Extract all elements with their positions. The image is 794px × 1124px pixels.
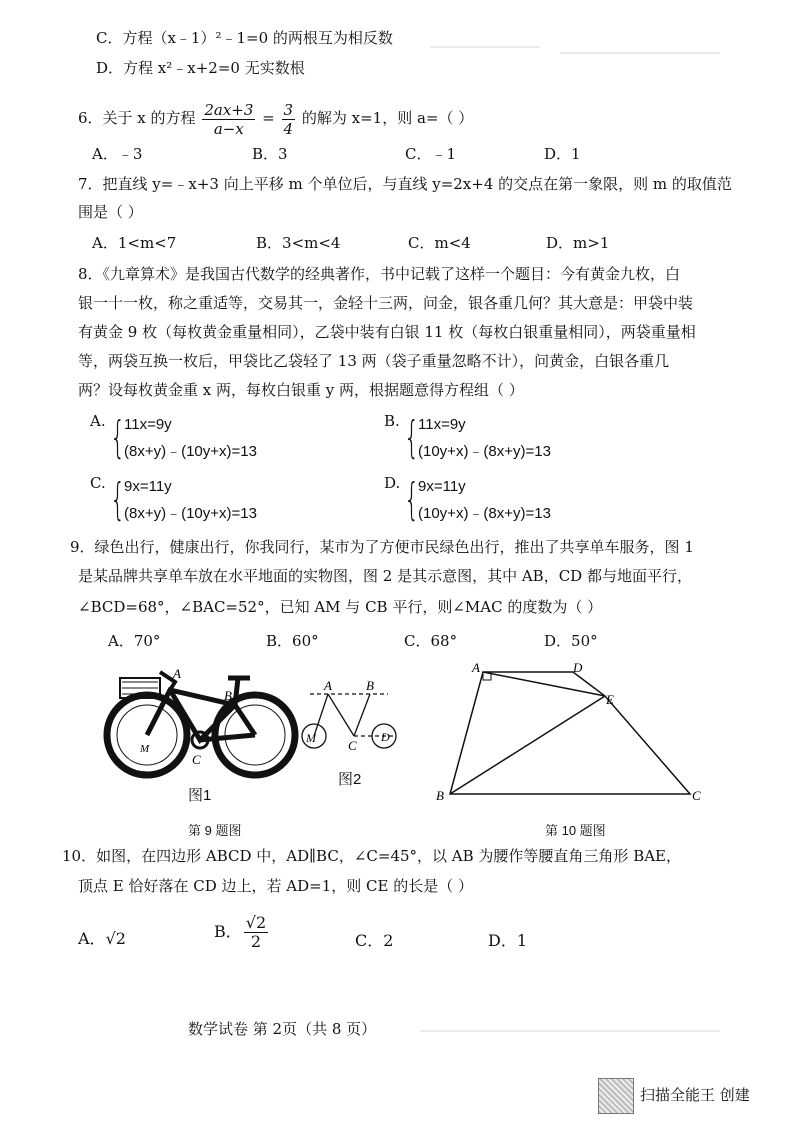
q7-option-b: B．3<m<4 xyxy=(256,234,341,252)
q9-line-2: 是某品牌共享单车放在水平地面的实物图，图 2 是其示意图，其中 AB，CD 都与地面平行， xyxy=(78,567,692,585)
fig1-label-c: C xyxy=(192,752,201,767)
q10-option-b xyxy=(214,914,270,951)
q10-option-b-fraction xyxy=(244,914,268,951)
q6-fraction-2 xyxy=(282,101,296,138)
fig10-label-b: B xyxy=(436,788,444,803)
q8-a-eq2: (8x+y)﹣(10y+x)=13 xyxy=(124,443,257,460)
scanner-watermark: 扫描全能王 创建 xyxy=(640,1086,750,1104)
brace-icon: { xyxy=(110,412,126,463)
q10-option-c: C．2 xyxy=(355,931,394,950)
q6-frac1-numerator: 2ax+3 xyxy=(204,100,254,119)
q8-option-b-label: B. xyxy=(384,412,400,430)
q8-line-4: 等，两袋互换一枚后，甲袋比乙袋轻了 13 两（袋子重量忽略不计），问黄金，白银各重几 xyxy=(78,352,670,370)
scan-noise xyxy=(420,1030,720,1032)
q10-option-a-label: A． xyxy=(78,929,106,948)
scan-noise xyxy=(560,52,720,54)
q7-line-2: 围是（ ） xyxy=(78,203,143,221)
q10-figure-caption: 第 10 题图 xyxy=(545,823,606,838)
fig10-label-d: D xyxy=(573,660,583,675)
q9-figure-caption: 第 9 题图 xyxy=(188,823,242,838)
q6-frac2-numerator: 3 xyxy=(283,100,294,119)
q5-option-c: C．方程（x﹣1）²﹣1=0 的两根互为相反数 xyxy=(96,29,393,47)
fig1-label-b: B xyxy=(224,688,232,703)
q9-option-d: D．50° xyxy=(544,632,598,650)
q7-option-d: D．m>1 xyxy=(546,234,610,252)
q8-d-eq1: 9x=11y xyxy=(418,478,466,495)
q6-prefix: 6．关于 x 的方程 xyxy=(78,109,196,127)
bicycle-schematic-figure xyxy=(296,676,406,756)
q6-equals: = xyxy=(262,109,275,127)
bicycle-photo-figure xyxy=(100,660,300,780)
q8-option-a-label: A. xyxy=(90,412,106,430)
q9-line-1: 9．绿色出行，健康出行，你我同行，某市为了方便市民绿色出行，推出了共享单车服务，图 1 xyxy=(70,538,694,556)
fig1-label-a: A xyxy=(173,666,181,681)
fig1-label-m: M xyxy=(140,743,150,755)
fig10-label-a: A xyxy=(472,660,480,675)
q10-option-a xyxy=(78,926,126,949)
q10-option-a-value: √2 xyxy=(105,929,126,948)
q10-line-1: 10．如图，在四边形 ABCD 中，AD∥BC，∠C=45°，以 AB 为腰作等腰直角三角形 BAE， xyxy=(62,847,681,865)
q7-option-c: C．m<4 xyxy=(408,234,471,252)
q10-option-d: D．1 xyxy=(488,931,528,950)
q10-option-b-numerator: √2 xyxy=(245,913,267,932)
q8-option-d-label: D. xyxy=(384,474,401,492)
q7-option-a: A．1<m<7 xyxy=(92,234,177,252)
question-6 xyxy=(78,98,473,138)
quadrilateral-figure xyxy=(430,660,710,810)
brace-icon: { xyxy=(404,474,420,525)
q9-option-b: B．60° xyxy=(266,632,319,650)
fig2-label-m: M xyxy=(306,731,316,745)
q8-d-eq2: (10y+x)﹣(8x+y)=13 xyxy=(418,505,551,522)
q10-option-b-denominator: 2 xyxy=(250,932,262,951)
page-footer: 数学试卷 第 2页（共 8 页） xyxy=(188,1020,377,1038)
q5-option-d: D．方程 x²﹣x+2=0 无实数根 xyxy=(96,59,305,77)
fig2-label-a: A xyxy=(324,678,332,693)
q6-option-a: A．﹣3 xyxy=(92,145,143,163)
q8-a-eq1: 11x=9y xyxy=(124,416,172,433)
q6-option-d: D．1 xyxy=(544,145,581,163)
brace-icon: { xyxy=(110,474,126,525)
q9-line-3: ∠BCD=68°，∠BAC=52°，已知 AM 与 CB 平行，则∠MAC 的度数为（ ） xyxy=(78,598,603,616)
q8-c-eq1: 9x=11y xyxy=(124,478,172,495)
fig2-label-d: D xyxy=(381,730,390,744)
q8-line-2: 银一十一枚，称之重适等，交易其一，金轻十三两，问金，银各重几何？其大意是：甲袋中装 xyxy=(78,294,694,312)
fig10-label-c: C xyxy=(692,788,701,803)
q8-c-eq2: (8x+y)﹣(10y+x)=13 xyxy=(124,505,257,522)
fig10-label-e: E xyxy=(606,692,614,707)
q9-option-a: A．70° xyxy=(108,632,161,650)
q7-line-1: 7．把直线 y=﹣x+3 向上平移 m 个单位后，与直线 y=2x+4 的交点在第一象限，则 m 的取值范 xyxy=(78,175,732,193)
fig2-caption: 图2 xyxy=(338,771,362,788)
q8-line-1: 8．《九章算术》是我国古代数学的经典著作，书中记载了这样一个题目：今有黄金九枚，白 xyxy=(78,265,681,283)
fig2-label-c: C xyxy=(348,738,357,753)
q8-line-3: 有黄金 9 枚（每枚黄金重量相同），乙袋中装有白银 11 枚（每枚白银重量相同），两袋重量相 xyxy=(78,323,696,341)
q9-option-c: C．68° xyxy=(404,632,458,650)
q6-frac2-denominator: 4 xyxy=(283,119,294,138)
scan-noise xyxy=(430,46,540,48)
q6-option-c: C．﹣1 xyxy=(405,145,457,163)
brace-icon: { xyxy=(404,412,420,463)
q8-line-5: 两？设每枚黄金重 x 两，每枚白银重 y 两，根据题意得方程组（ ） xyxy=(78,381,524,399)
q6-option-b: B．3 xyxy=(252,145,288,163)
q6-frac1-denominator: a−x xyxy=(213,119,244,138)
q6-suffix: 的解为 x=1，则 a=（ ） xyxy=(301,109,474,127)
scanner-logo-icon xyxy=(598,1078,634,1114)
q10-line-2: 顶点 E 恰好落在 CD 边上，若 AD=1，则 CE 的长是（ ） xyxy=(78,877,473,895)
q6-fraction-1 xyxy=(202,101,255,138)
q8-option-c-label: C. xyxy=(90,474,106,492)
q8-b-eq2: (10y+x)﹣(8x+y)=13 xyxy=(418,443,551,460)
fig2-label-b: B xyxy=(366,678,374,693)
fig1-caption: 图1 xyxy=(188,787,212,804)
q8-b-eq1: 11x=9y xyxy=(418,416,466,433)
q10-option-b-label: B． xyxy=(214,922,242,941)
